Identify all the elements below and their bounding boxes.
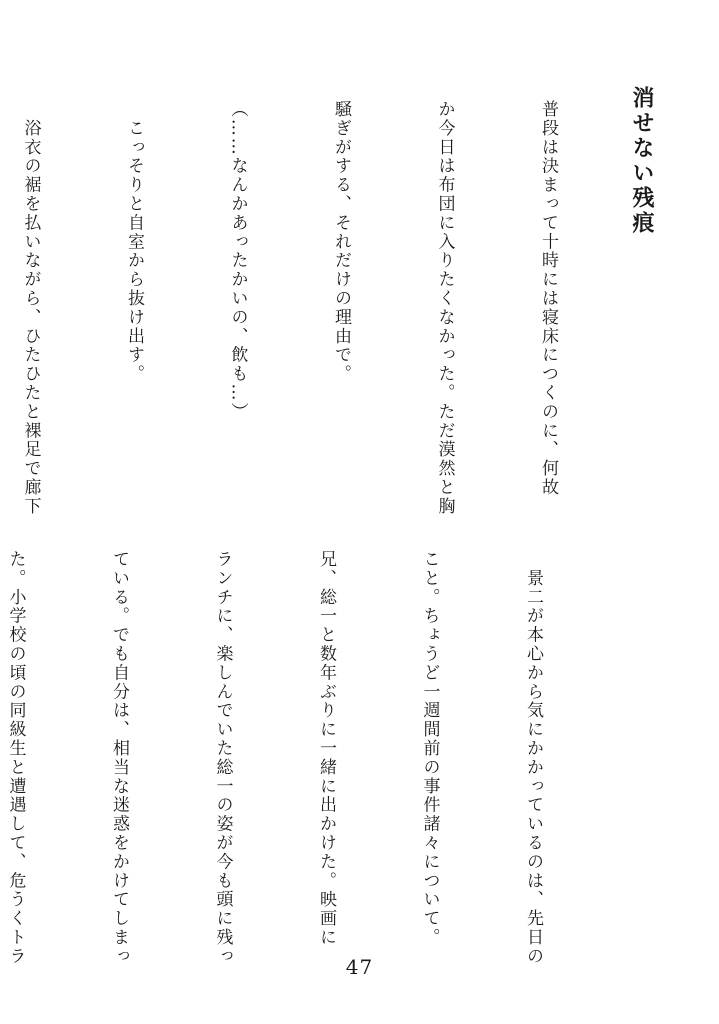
text-line: ランチに、楽しんでいた総一の姿が今も頭に残っ [212,550,233,966]
page-number: 47 [345,955,374,979]
text-line: た。小学校の頃の同級生と遭遇して、危うくトラ [5,550,26,966]
text-line: ている。でも自分は、相当な迷惑をかけてしまっ [109,550,129,966]
text-line: 普段は決まって十時には寝床につくのに、何故 [538,100,558,497]
text-line: こっそりと自室から抜け出す。 [124,100,144,384]
text-line: 浴衣の裾を払いながら、ひたひたと裸足で廊下 [20,100,41,516]
text-line: こと。ちょうど一週間前の事件諸々について。 [419,550,440,947]
text-line: か今日は布団に入りたくなかった。ただ漠然と胸 [434,100,455,516]
text-line: （……なんかあったかいの、飲も…） [227,100,248,422]
text-line: 景二が本心から気にかかっているのは、先日の [523,550,543,966]
text-line: 騒ぎがする、それだけの理由で。 [331,100,351,384]
chapter-title: 消せない残痕 [629,86,654,236]
lower-text-block [0,550,619,966]
upper-text-block [0,100,634,516]
text-line: 兄、総一と数年ぶりに一緒に出かけた。映画に [316,550,336,947]
